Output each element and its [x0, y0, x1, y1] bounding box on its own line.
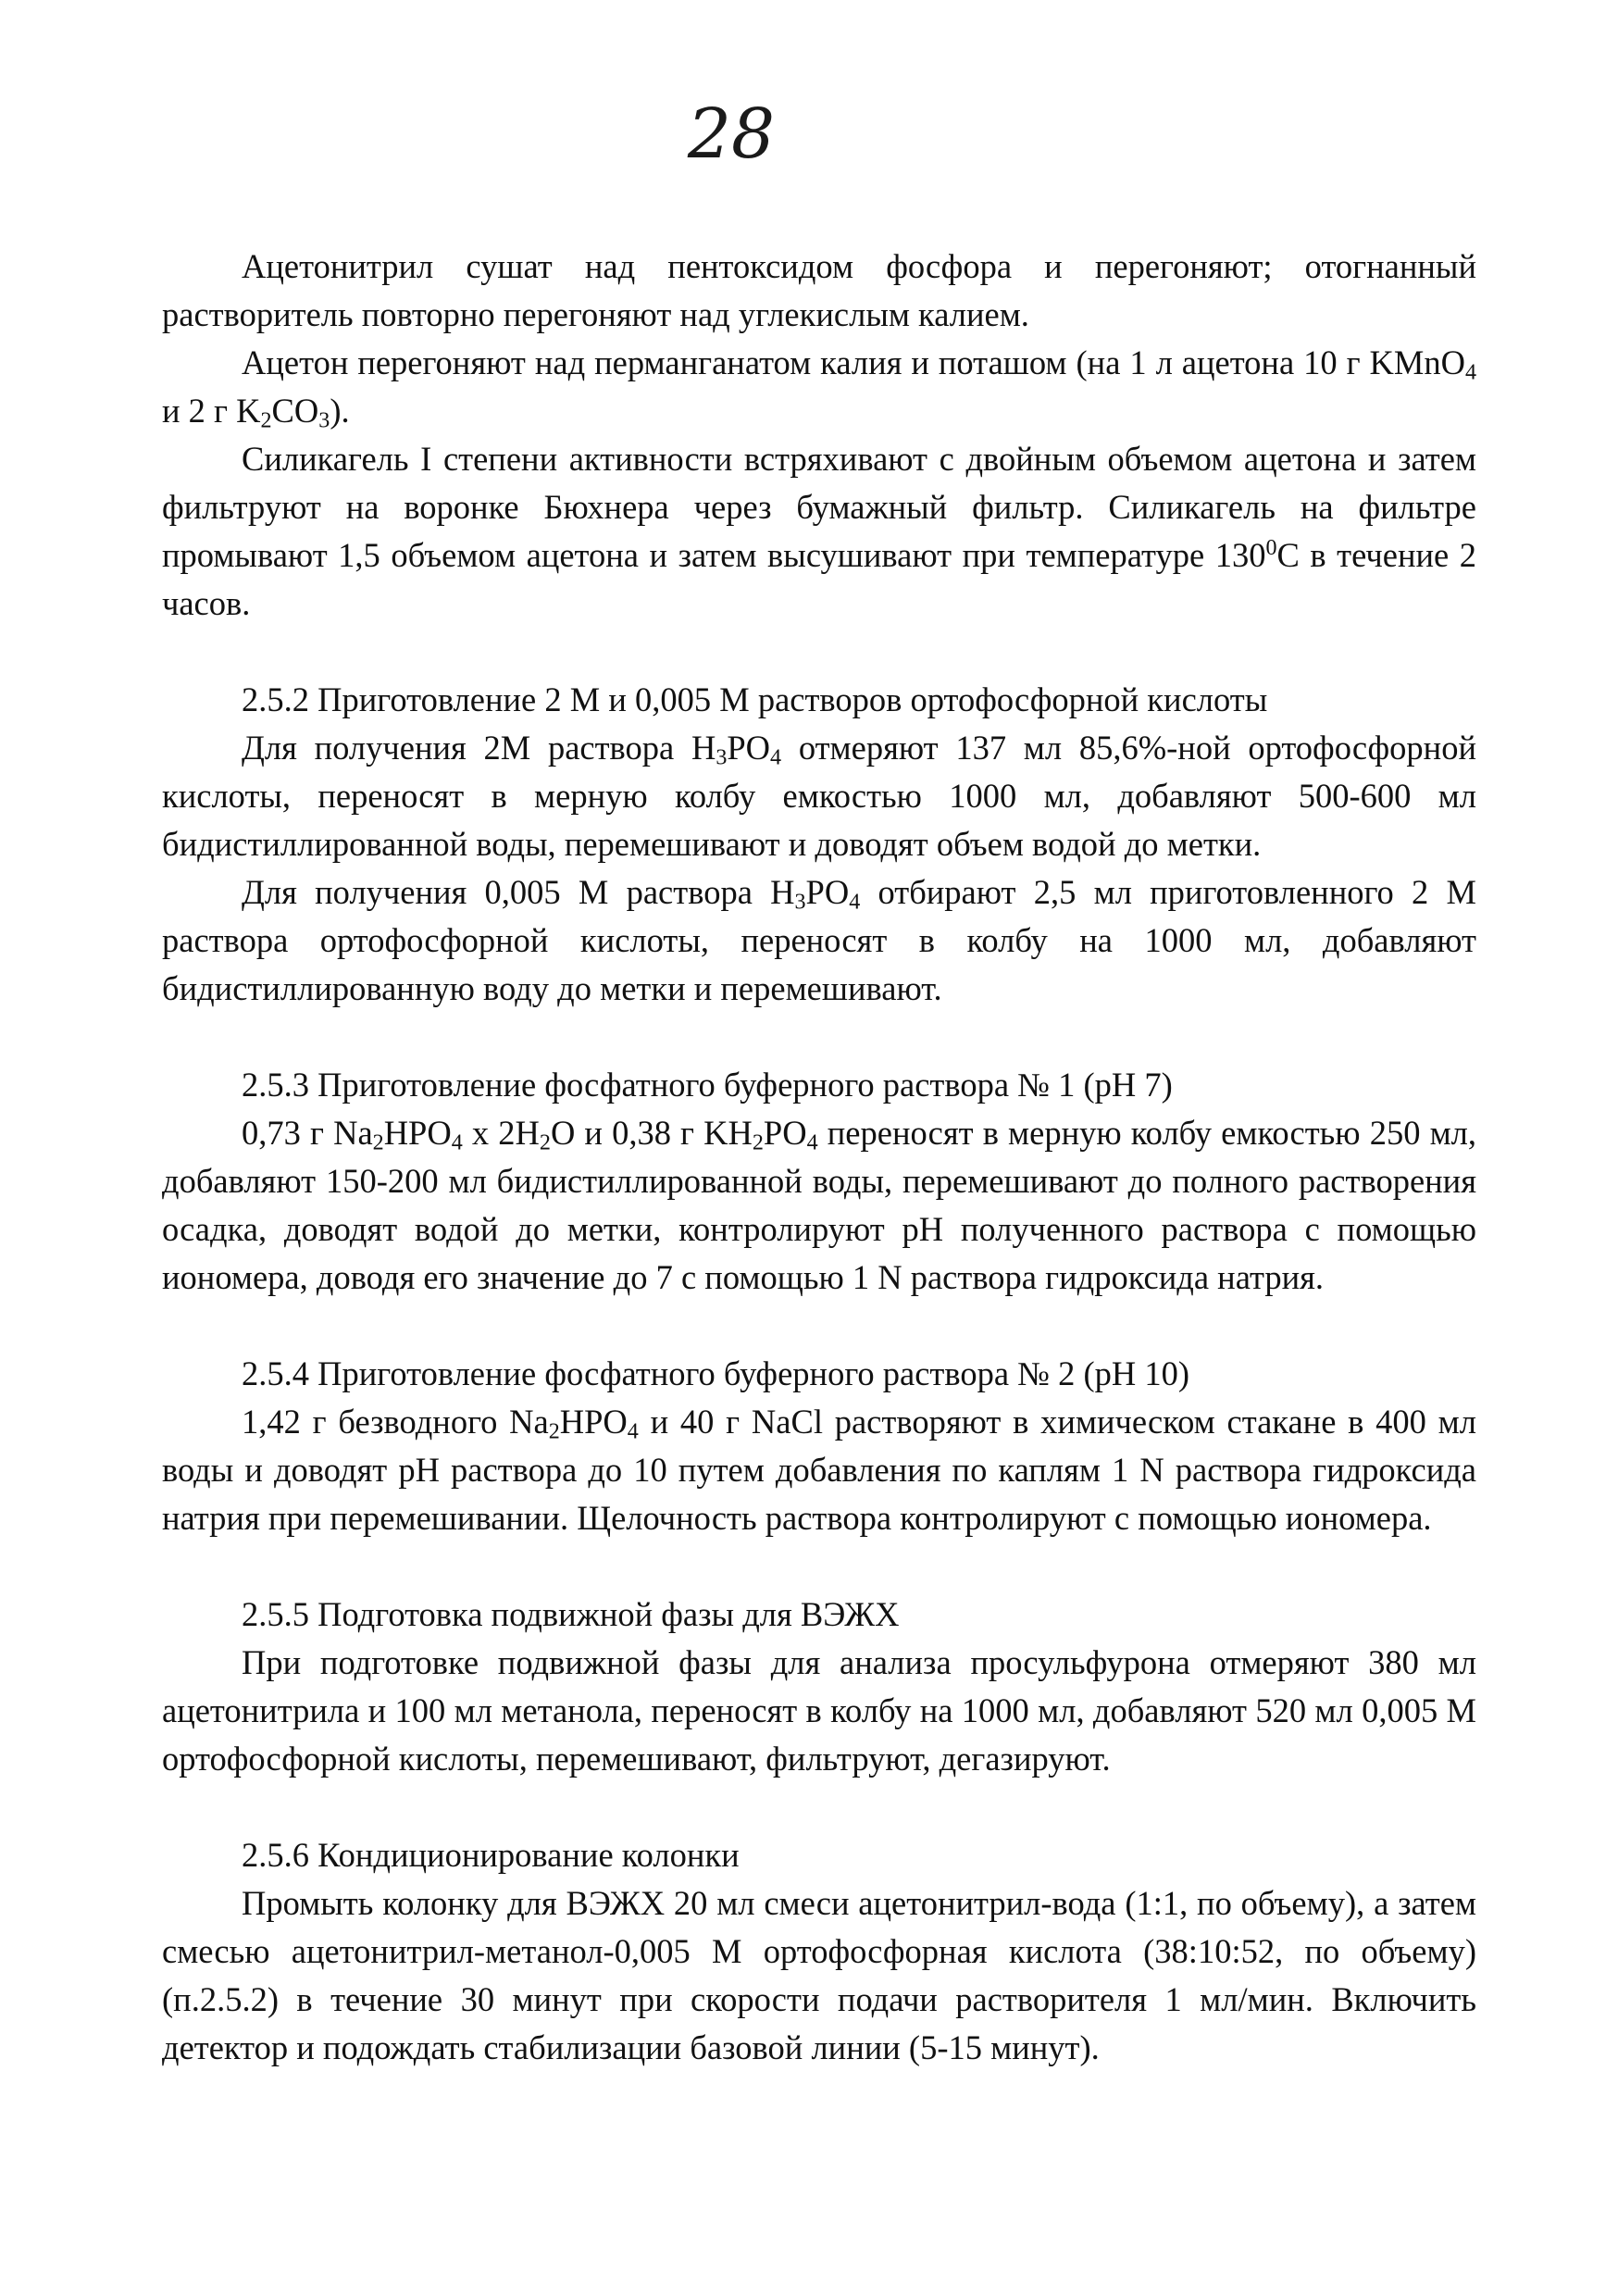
- paragraph: 0,73 г $Na_2HPO_4$ x $2H_2O$ и 0,38 г $KH_2PO_4$ переносят в мерную колбу емкостью 250 мл, добавляют 150-200 мл бидистиллированной воды, перемешивают до полного растворения осадка, доводят водой до метки, контролируют pH полученного раствора с помощью иономера, доводя его значение до 7 с помощью 1 N раствора гидроксида натрия.: [162, 1114, 1477, 1296]
- subscript: 4: [451, 1130, 463, 1155]
- section-2-5-5: [162, 1591, 1476, 1783]
- section-heading: 2.5.3 Приготовление фосфатного буферного раствора № 1 (pH 7): [242, 1066, 1173, 1104]
- paragraph: Ацетон перегоняют над перманганатом калия и поташом (на 1 л ацетона 10 г KMnO$_4$ и 2 г $K_2CO_3$).: [162, 343, 1476, 433]
- section-2-5-6: [162, 1831, 1476, 2072]
- subscript: 3: [794, 890, 806, 915]
- subscript: 4: [849, 890, 861, 915]
- paragraph: 1,42 г безводного $Na_2HPO_4$ и 40 г NaCl растворяют в химическом стакане в 400 мл воды и доводят pH раствора до 10 путем добавления по каплям 1 N раствора гидроксида натрия при перемешивании. Щелочность раствора контролируют с помощью иономера.: [162, 1403, 1476, 1537]
- subscript: 3: [716, 745, 728, 770]
- section-heading: 2.5.5 Подготовка подвижной фазы для ВЭЖХ: [242, 1595, 900, 1633]
- paragraph: При подготовке подвижной фазы для анализа просульфурона отмеряют 380 мл ацетонитрила и 100 мл метанола, переносят в колбу на 1000 мл, добавляют 520 мл 0,005 М ортофосфорной кислоты, перемешивают, фильтруют, дегазируют.: [162, 1643, 1476, 1778]
- subscript: 4: [1464, 360, 1476, 385]
- document-body: [162, 243, 1476, 2072]
- subscript: 4: [806, 1130, 818, 1155]
- superscript: 0: [1265, 535, 1277, 560]
- paragraph: Силикагель I степени активности встряхивают с двойным объемом ацетона и затем фильтруют на воронке Бюхнера через бумажный фильтр. Силикагель на фильтре промывают 1,5 объемом ацетона и затем высушивают при температуре $130^0С$ в течение 2 часов.: [162, 440, 1476, 622]
- intro-block: [162, 243, 1476, 628]
- paragraph: Для получения 0,005 М раствора $H_3PO_4$ отбирают 2,5 мл приготовленного 2 М раствора ортофосфорной кислоты, переносят в колбу на 1000 мл, добавляют бидистиллированную воду до метки и перемешивают.: [162, 873, 1476, 1007]
- section-heading: 2.5.6 Кондиционирование колонки: [242, 1836, 740, 1874]
- paragraph: Промыть колонку для ВЭЖХ 20 мл смеси ацетонитрил-вода (1:1, по объему), а затем смесью ацетонитрил-метанол-0,005 М ортофосфорная кислота (38:10:52, по объему) (п.2.5.2) в течение 30 минут при скорости подачи растворителя 1 мл/мин. Включить детектор и подождать стабилизации базовой линии (5-15 минут).: [162, 1884, 1476, 2066]
- subscript: 4: [770, 745, 782, 770]
- section-2-5-4: [162, 1350, 1476, 1542]
- subscript: 4: [627, 1419, 639, 1444]
- page-number: 28: [687, 94, 776, 174]
- subscript: 2: [752, 1130, 764, 1155]
- section-2-5-3: [162, 1061, 1476, 1302]
- subscript: 2: [372, 1130, 384, 1155]
- subscript: 2: [548, 1419, 560, 1444]
- paragraph: Ацетонитрил сушат над пентоксидом фосфора и перегоняют; отогнанный растворитель повторно перегоняют над углекислым калием.: [162, 247, 1476, 333]
- section-2-5-2: [162, 676, 1476, 1013]
- section-heading: 2.5.2 Приготовление 2 М и 0,005 М растворов ортофосфорной кислоты: [242, 680, 1268, 718]
- subscript: 2: [260, 408, 272, 433]
- section-heading: 2.5.4 Приготовление фосфатного буферного раствора № 2 (pH 10): [242, 1354, 1190, 1392]
- subscript: 2: [539, 1130, 551, 1155]
- subscript: 3: [318, 408, 330, 433]
- paragraph: Для получения 2М раствора $H_3PO_4$ отмеряют 137 мл 85,6%-ной ортофосфорной кислоты, переносят в мерную колбу емкостью 1000 мл, добавляют 500-600 мл бидистиллированной воды, перемешивают и доводят объем водой до метки.: [162, 729, 1476, 863]
